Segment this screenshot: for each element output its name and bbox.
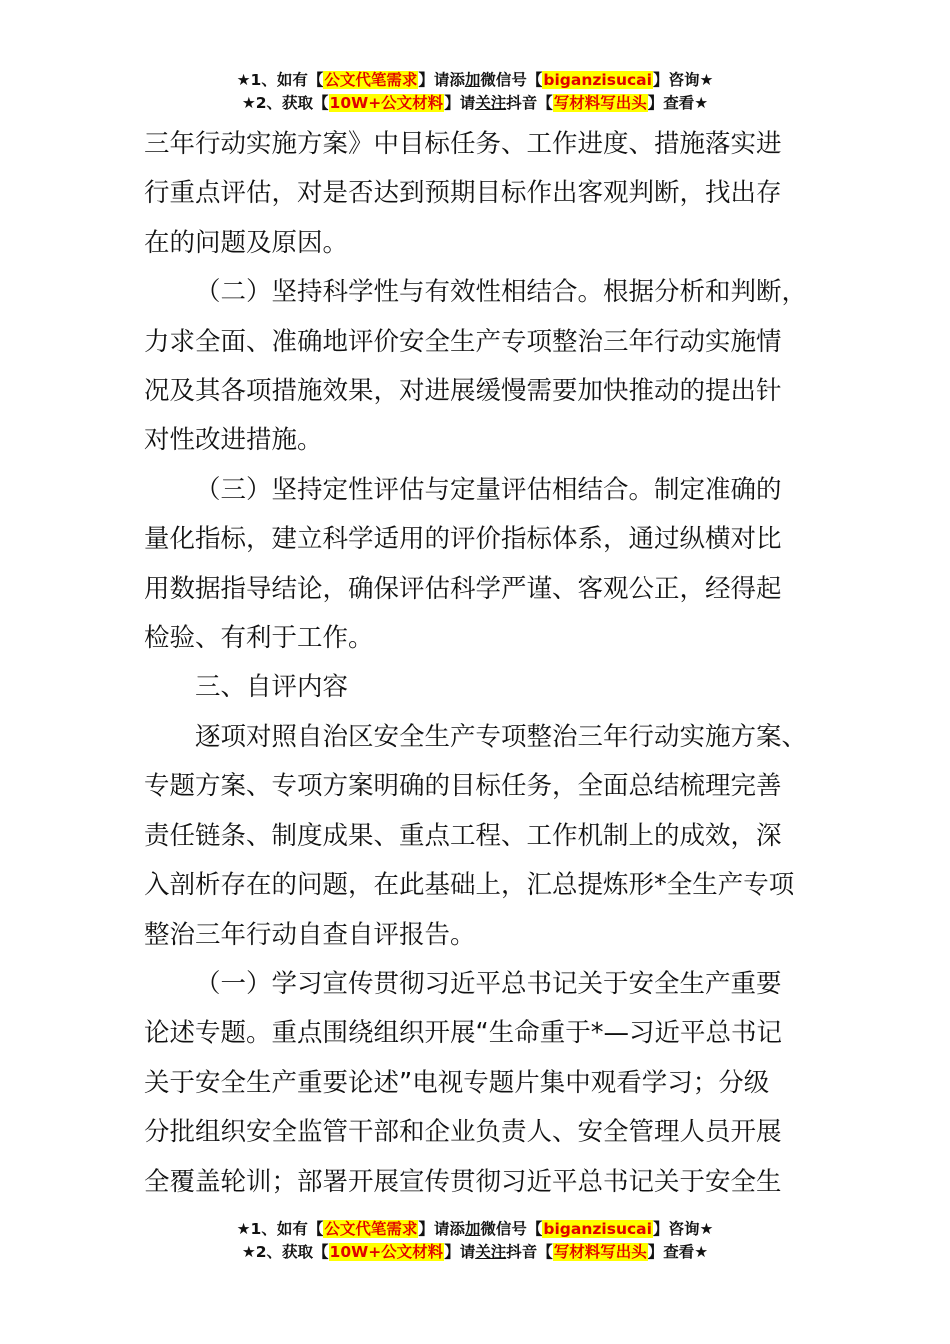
banner-text: 】查看★ xyxy=(647,1243,709,1261)
banner-line-2 xyxy=(0,1241,950,1264)
banner-text: ★1、如有【 xyxy=(236,71,324,89)
banner-text: 】咨询★ xyxy=(652,71,714,89)
banner-highlight: 公文代笔需求 xyxy=(324,71,418,89)
text-line: 逐项对照自治区安全生产专项整治三年行动实施方案、 xyxy=(195,721,808,752)
banner-highlight: biganzisucai xyxy=(543,71,652,89)
text-line: （一）学习宣传贯彻习近平总书记关于安全生产重要 xyxy=(195,968,782,999)
banner-text: 】查看★ xyxy=(647,94,709,112)
banner-text: 微信号【 xyxy=(480,71,543,89)
text-line: 专题方案、专项方案明确的目标任务，全面总结梳理完善 xyxy=(144,771,782,802)
banner-highlight: 10W+公文材料 xyxy=(329,1243,444,1261)
banner-emphasis: 关注 xyxy=(475,94,507,112)
text-line: 关于安全生产重要论述”电视专题片集中观看学习；分级 xyxy=(144,1067,770,1098)
text-line: 整治三年行动自查自评报告。 xyxy=(144,919,476,950)
banner-highlight: 写材料写出头 xyxy=(553,1243,647,1261)
banner-emphasis: 加 xyxy=(464,1220,481,1238)
text-line: 力求全面、准确地评价安全生产专项整治三年行动实施情 xyxy=(144,326,782,357)
text-line: 分批组织安全监管干部和企业负责人、安全管理人员开展 xyxy=(144,1117,782,1148)
banner-emphasis: 加 xyxy=(464,71,481,89)
banner-text: ★2、获取【 xyxy=(241,94,329,112)
banner-highlight: 写材料写出头 xyxy=(553,94,647,112)
banner-text: ★1、如有【 xyxy=(236,1220,324,1238)
banner-line-1 xyxy=(0,69,950,92)
banner-line-1 xyxy=(0,1218,950,1241)
banner-text: 】请添 xyxy=(418,71,465,89)
text-line: 责任链条、制度成果、重点工程、工作机制上的成效，深 xyxy=(144,820,782,851)
text-line: （三）坚持定性评估与定量评估相结合。制定准确的 xyxy=(195,474,782,505)
banner-highlight: 10W+公文材料 xyxy=(329,94,444,112)
banner-text: 抖音【 xyxy=(506,1243,553,1261)
banner-text: ★2、获取【 xyxy=(241,1243,329,1261)
banner-text: 】请 xyxy=(444,1243,476,1261)
header-banner xyxy=(0,69,950,115)
text-line: 行重点评估，对是否达到预期目标作出客观判断，找出存 xyxy=(144,178,782,209)
text-line: 对性改进措施。 xyxy=(144,425,323,456)
text-line: 在的问题及原因。 xyxy=(144,227,349,258)
banner-emphasis: 关注 xyxy=(475,1243,507,1261)
banner-text: 】咨询★ xyxy=(652,1220,714,1238)
banner-text: 微信号【 xyxy=(480,1220,543,1238)
banner-text: 抖音【 xyxy=(506,94,553,112)
text-line: （二）坚持科学性与有效性相结合。根据分析和判断， xyxy=(195,277,808,308)
text-line: 检验、有利于工作。 xyxy=(144,623,374,654)
section-heading: 三、自评内容 xyxy=(195,672,349,703)
banner-line-2 xyxy=(0,92,950,115)
banner-text: 】请 xyxy=(444,94,476,112)
text-line: 论述专题。重点围绕组织开展“生命重于*—习近平总书记 xyxy=(144,1018,782,1049)
document-body xyxy=(144,120,824,1207)
footer-banner xyxy=(0,1218,950,1264)
banner-highlight: 公文代笔需求 xyxy=(324,1220,418,1238)
text-line: 用数据指导结论，确保评估科学严谨、客观公正，经得起 xyxy=(144,573,782,604)
text-line: 入剖析存在的问题，在此基础上，汇总提炼形*全生产专项 xyxy=(144,870,795,901)
text-line: 况及其各项措施效果，对进展缓慢需要加快推动的提出针 xyxy=(144,376,782,407)
text-line: 量化指标，建立科学适用的评价指标体系，通过纵横对比 xyxy=(144,524,782,555)
text-line: 三年行动实施方案》中目标任务、工作进度、措施落实进 xyxy=(144,129,782,159)
banner-highlight: biganzisucai xyxy=(543,1220,652,1238)
banner-text: 】请添 xyxy=(418,1220,465,1238)
text-line: 全覆盖轮训；部署开展宣传贯彻习近平总书记关于安全生 xyxy=(144,1166,782,1197)
